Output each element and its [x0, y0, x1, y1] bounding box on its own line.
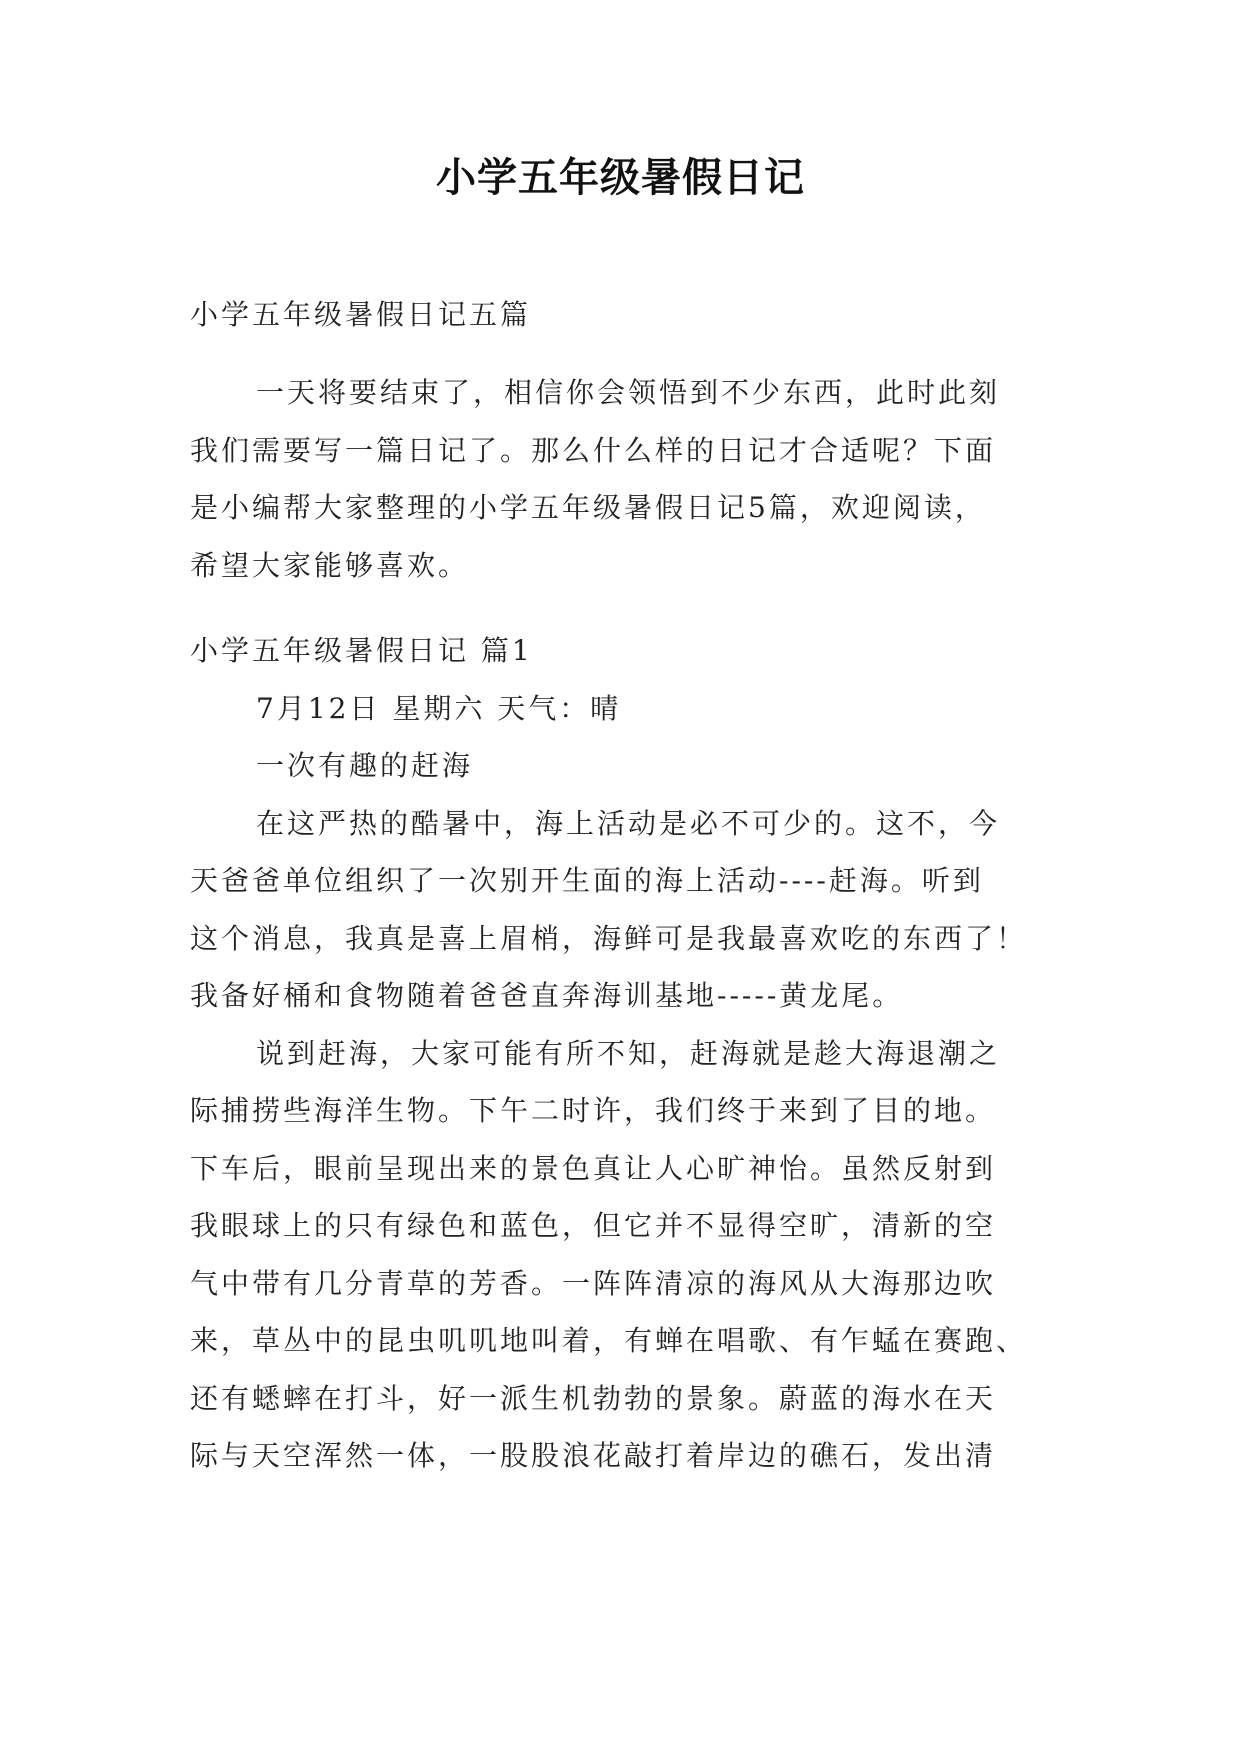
subtitle: 小学五年级暑假日记五篇 — [190, 298, 532, 331]
diary-entry — [190, 622, 1055, 1485]
paragraph-line: 际与天空浑然一体，一股股浪花敲打着岸边的礁石，发出清 — [190, 1439, 997, 1472]
paragraph-line: 我备好桶和食物随着爸爸直奔海训基地-----黄龙尾。 — [190, 979, 904, 1012]
intro-line: 是小编帮大家整理的小学五年级暑假日记5篇，欢迎阅读， — [190, 491, 986, 524]
intro-line: 一天将要结束了，相信你会领悟到不少东西，此时此刻 — [256, 376, 1001, 409]
section-heading: 小学五年级暑假日记 篇1 — [190, 634, 533, 667]
paragraph-line: 气中带有几分青草的芳香。一阵阵清凉的海风从大海那边吹 — [190, 1266, 997, 1300]
paragraph-line: 我眼球上的只有绿色和蓝色，但它并不显得空旷，清新的空 — [190, 1209, 997, 1242]
paragraph-line: 还有蟋蟀在打斗，好一派生机勃勃的景象。蔚蓝的海水在天 — [190, 1381, 997, 1415]
paragraph-line: 说到赶海，大家可能有所不知，赶海就是趁大海退潮之 — [256, 1036, 1001, 1070]
paragraph-line: 在这严热的酷暑中，海上活动是必不可少的。这不，今 — [256, 806, 1001, 840]
date-line: 7月12日 星期六 天气：晴 — [256, 691, 622, 725]
entry-title: 一次有趣的赶海 — [256, 749, 474, 782]
subtitle-block — [190, 286, 1055, 344]
paragraph-line: 际捕捞些海洋生物。下午二时许，我们终于来到了目的地。 — [190, 1094, 997, 1127]
intro-line: 我们需要写一篇日记了。那么什么样的日记才合适呢？下面 — [190, 433, 997, 467]
intro-line: 希望大家能够喜欢。 — [190, 548, 470, 582]
paragraph-line: 下车后，眼前呈现出来的景色真让人心旷神怡。虽然反射到 — [190, 1151, 997, 1185]
paragraph-line: 来，草丛中的昆虫叽叽地叫着，有蝉在唱歌、有乍蜢在赛跑、 — [190, 1324, 1028, 1357]
intro-paragraph — [190, 364, 1055, 594]
page-title: 小学五年级暑假日记 — [436, 154, 805, 201]
paragraph-line: 这个消息，我真是喜上眉梢，海鲜可是我最喜欢吃的东西了！ — [190, 921, 1028, 955]
paragraph-line: 天爸爸单位组织了一次别开生面的海上活动----赶海。听到 — [190, 864, 984, 897]
